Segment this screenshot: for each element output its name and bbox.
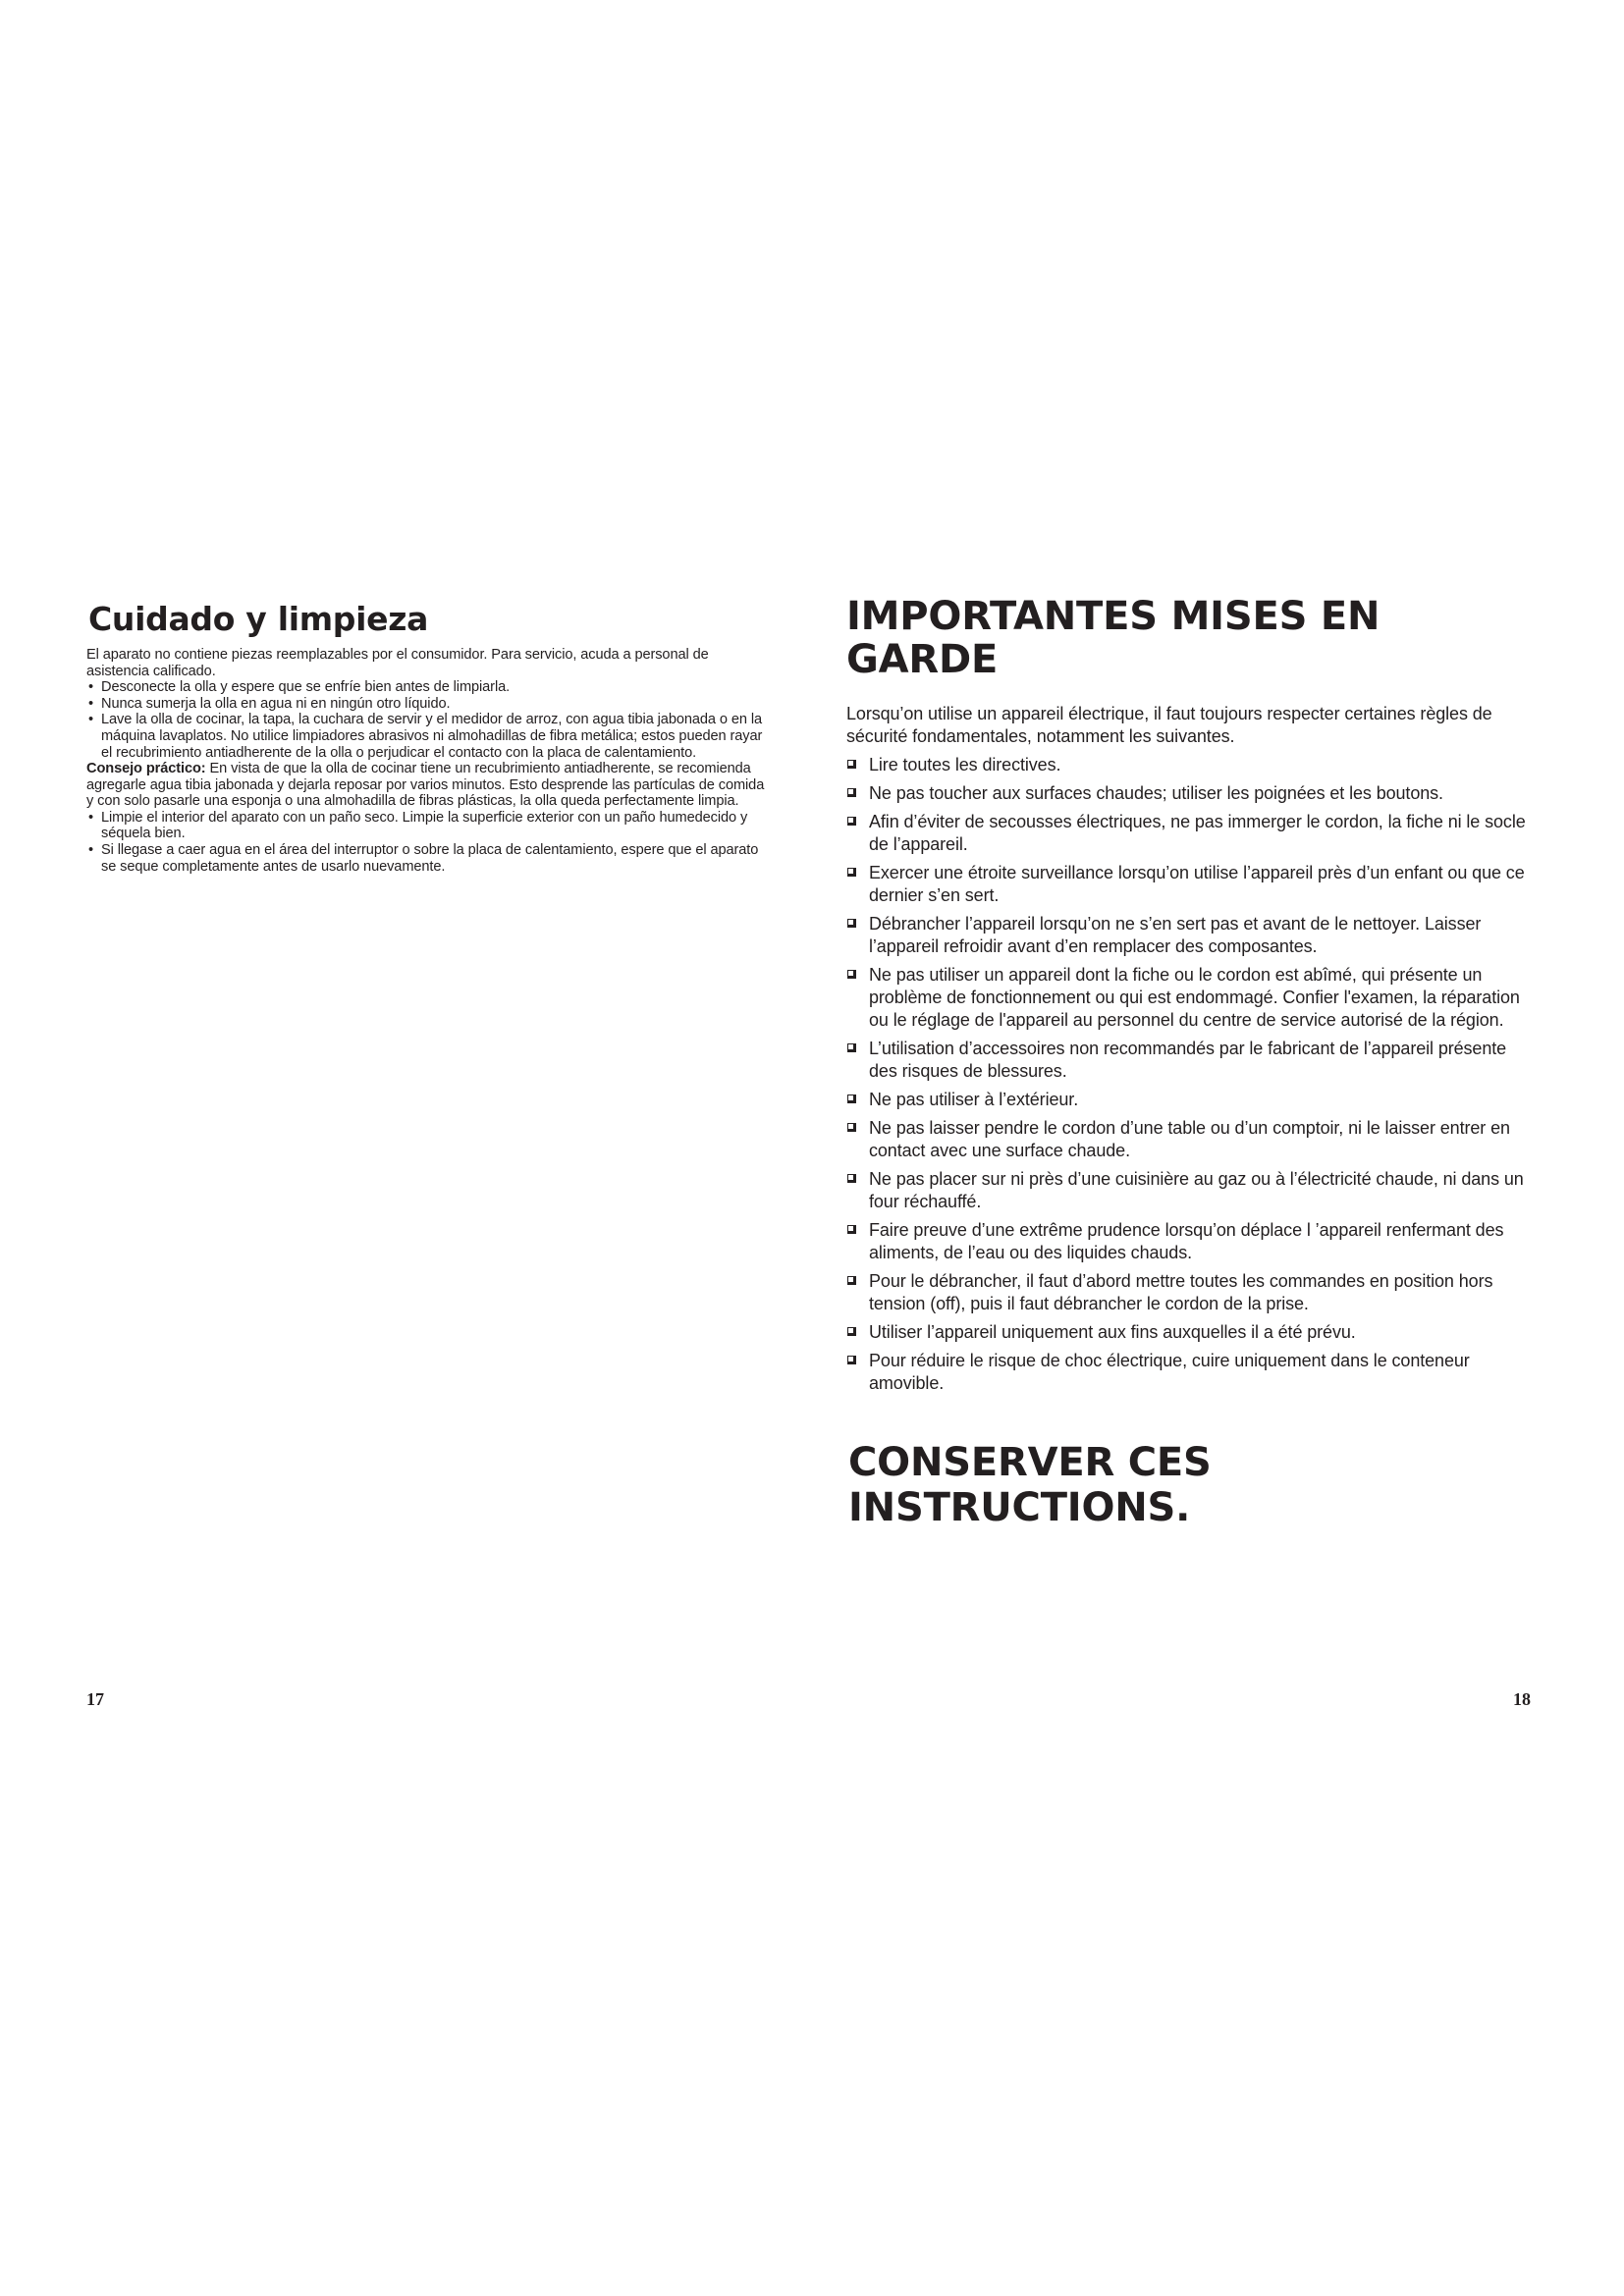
cleaning-list [86,679,774,761]
list-item [846,754,1534,776]
cleaning-intro: El aparato no contiene piezas reemplazables por el consumidor. Para servicio, acuda a personal de asistencia calificado. [86,646,709,679]
list-item-text: Si llegase a caer agua en el área del interruptor o sobre la placa de calentamiento, espere que el aparato se seque completamente antes de usarlo nuevamente. [101,842,759,875]
checkbox-icon [847,1123,856,1132]
safety-intro: Lorsqu’on utilise un appareil électrique, il faut toujours respecter certaines règles de sécurité fondamentales, notamment les suivantes. [846,704,1492,746]
page-number-left: 17 [86,1689,104,1709]
list-item-text: Lave la olla de cocinar, la tapa, la cuchara de servir y el medidor de arroz, con agua tibia jabonada o en la máquina lavaplatos. No utilice limpiadores abrasivos ni almohadillas de fibra metálica; estos pueden rayar el recubrimiento antiadherente de la olla o perjudicar el contacto con la placa de calentamiento. [101,712,763,761]
checkbox-icon [847,1276,856,1285]
list-item-text: Ne pas toucher aux surfaces chaudes; utiliser les poignées et les boutons. [869,783,1443,803]
page-number-right: 18 [1513,1689,1531,1709]
list-item-text: Limpie el interior del aparato con un paño seco. Limpie la superficie exterior con un paño humedecido y séquela bien. [101,809,748,842]
checkbox-icon [847,1356,856,1364]
list-item [846,1038,1534,1083]
keep-instructions-heading: CONSERVER CES INSTRUCTIONS. [848,1440,1212,1530]
list-item-text: Ne pas utiliser un appareil dont la fiche ou le cordon est abîmé, qui présente un problème de fonctionnement ou qui est endommagé. Confier l'examen, la réparation ou le réglage de l'appareil au personnel du centre de service autorisé de la région. [869,965,1520,1030]
checkbox-icon [847,788,856,797]
cleaning-list-extra [86,810,774,875]
list-item-text: Pour le débrancher, il faut d’abord mettre toutes les commandes en position hors tension (off), puis il faut débrancher le cordon de la prise. [869,1271,1493,1313]
list-item-text: Ne pas laisser pendre le cordon d’une table ou d’un comptoir, ni le laisser entrer en contact avec une surface chaude. [869,1118,1510,1160]
list-item-text: Faire preuve d’une extrême prudence lorsqu’on déplace l ’appareil renfermant des aliments, de l’eau ou des liquides chauds. [869,1220,1504,1262]
checkbox-icon [847,817,856,826]
checkbox-icon [847,1327,856,1336]
list-item [86,679,774,696]
list-item-text: Exercer une étroite surveillance lorsqu’on utilise l’appareil près d’un enfant ou que ce dernier s’en sert. [869,863,1525,905]
list-item [846,1350,1534,1395]
checkbox-icon [847,868,856,877]
bullet-icon: • [88,679,94,696]
list-item-text: Pour réduire le risque de choc électrique, cuire uniquement dans le conteneur amovible. [869,1351,1470,1393]
bullet-icon: • [88,712,94,728]
checkbox-icon [847,1174,856,1183]
checkbox-icon [847,1043,856,1052]
left-page [86,601,774,875]
list-item [846,862,1534,907]
section-title-cuidado: Cuidado y limpieza [88,600,429,638]
list-item-text: Nunca sumerja la olla en agua ni en ningún otro líquido. [101,695,451,712]
list-item [86,842,774,875]
tip-label: Consejo práctico: [86,761,206,777]
list-item-text: Ne pas utiliser à l’extérieur. [869,1090,1079,1109]
list-item [86,712,774,761]
list-item [846,782,1534,805]
list-item [846,1270,1534,1315]
list-item-text: Afin d’éviter de secousses électriques, ne pas immerger le cordon, la fiche ni le socle de l’appareil. [869,812,1526,854]
list-item [846,964,1534,1032]
list-item [846,1089,1534,1111]
list-item-text: Utiliser l’appareil uniquement aux fins auxquelles il a été prévu. [869,1322,1356,1342]
list-item [846,1219,1534,1264]
list-item [846,1321,1534,1344]
practical-tip [86,761,774,810]
list-item-text: Desconecte la olla y espere que se enfríe bien antes de limpiarla. [101,679,511,696]
checkbox-icon [847,919,856,928]
list-item [846,913,1534,958]
list-item [846,811,1534,856]
safety-list [846,754,1534,1395]
list-item [86,810,774,842]
checkbox-icon [847,1225,856,1234]
list-item-text: L’utilisation d’accessoires non recommandés par le fabricant de l’appareil présente des risques de blessures. [869,1039,1507,1081]
bullet-icon: • [88,842,94,859]
list-item [846,1117,1534,1162]
cleaning-instructions [86,647,774,875]
right-page [846,595,1534,1530]
list-item-text: Débrancher l’appareil lorsqu’on ne s’en sert pas et avant de le nettoyer. Laisser l’appareil refroidir avant d’en remplacer des composantes. [869,914,1482,956]
bullet-icon: • [88,695,94,712]
list-item [846,1168,1534,1213]
checkbox-icon [847,1095,856,1103]
safety-instructions [846,703,1534,1395]
list-item-text: Ne pas placer sur ni près d’une cuisinière au gaz ou à l’électricité chaude, ni dans un four réchauffé. [869,1169,1524,1211]
checkbox-icon [847,970,856,979]
tip-text: En vista de que la olla de cocinar tiene un recubrimiento antiadherente, se recomienda agregarle agua tibia jabonada y dejarla reposar por varios minutos. Esto desprende las partículas de comida y con solo pasarle una esponja o una almohadilla de fibras plásticas, la olla queda perfectamente limpia. [86,761,765,810]
list-item [86,696,774,713]
checkbox-icon [847,760,856,769]
list-item-text: Lire toutes les directives. [869,755,1061,774]
section-title-mises-en-garde: IMPORTANTES MISES EN GARDE [846,594,1380,682]
bullet-icon: • [88,809,94,826]
